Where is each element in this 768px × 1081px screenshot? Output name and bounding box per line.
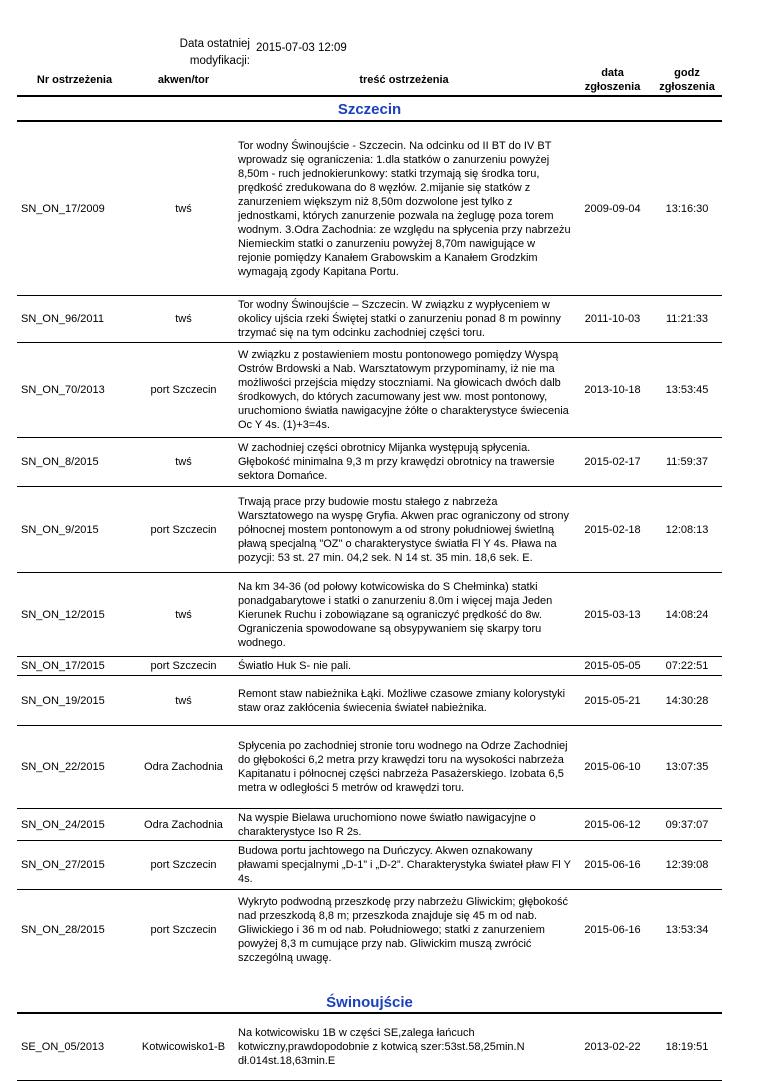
cell-data: 2013-02-22 [573, 1013, 652, 1081]
cell-godz: 09:37:07 [652, 809, 722, 841]
cell-nr: SN_ON_27/2015 [17, 841, 132, 890]
cell-tresc: Wykryto podwodną przeszkodę przy nabrzeżu Gliwickim; głębokość nad przeszkodą 8,8 m; przeszkoda znajduje się 45 m od nab. Gliwickiego i 36 m od nab. Południowego; statki z zanurzeniem powyżej 8,3 m cumujące przy nab. Gliwickim muszą zwrócić szczególną uwagę. [238, 895, 569, 964]
cell-nr: SN_ON_28/2015 [21, 923, 105, 936]
header-godz [652, 64, 722, 96]
header-godz-line1: godz [674, 66, 700, 79]
table-row [17, 438, 722, 487]
last-modified-label-line2: modyfikacji: [189, 55, 250, 67]
cell-data: 2015-06-16 [584, 923, 641, 936]
last-modified-value: 2015-07-03 12:09 [256, 42, 347, 54]
cell-godz: 14:30:28 [652, 676, 722, 726]
table-row [17, 487, 722, 573]
cell-tresc: Budowa portu jachtowego na Duńczycy. Akwen oznakowany pławami specjalnymi „D-1” i „D-2”. Charakterystyka świateł pław Fl Y 4s. [235, 841, 573, 890]
cell-akwen: twś [132, 296, 235, 343]
cell-tresc: Na km 34-36 (od połowy kotwicowiska do S Chełminka) statki ponadgabarytowe i statki o zanurzeniu 8.0m i więcej maja Jeden Kierunek Ruchu i zobowiązane są ograniczyć prędkość do 8w. Ograniczenia spowodowane są obsypywaniem się skarpy toru wodnego. [235, 573, 573, 657]
cell-godz: 14:08:24 [652, 573, 722, 657]
cell-godz: 13:53:34 [665, 923, 709, 936]
cell-nr: SN_ON_70/2013 [17, 343, 132, 438]
cell-akwen: Odra Zachodnia [132, 809, 235, 841]
cell-nr: SN_ON_17/2015 [17, 657, 132, 676]
last-modified-label-line1: Data ostatniej [179, 38, 250, 50]
cell-data: 2015-06-10 [573, 726, 652, 809]
cell-akwen: port Szczecin [132, 487, 235, 573]
cell-tresc: Na wyspie Bielawa uruchomiono nowe światło nawigacyjne o charakterystyce Iso R 2s. [235, 809, 573, 841]
cell-akwen: Odra Zachodnia [132, 726, 235, 809]
cell-akwen: port Szczecin [150, 923, 217, 936]
cell-nr: SN_ON_17/2009 [17, 121, 132, 296]
cell-data: 2015-06-16 [573, 841, 652, 890]
warnings-table [17, 64, 722, 1081]
cell-data: 2015-02-18 [573, 487, 652, 573]
cell-godz: 12:39:08 [652, 841, 722, 890]
cell-godz: 13:53:45 [652, 343, 722, 438]
cell-tresc: Tor wodny Świnoujście – Szczecin. W związku z wypłyceniem w okolicy ujścia rzeki Świętej statki o zanurzeniu ponad 8 m powinny trzymać się na tym odcinku zachodniej części toru. [235, 296, 573, 343]
cell-akwen: port Szczecin [132, 657, 235, 676]
table-row [17, 841, 722, 890]
cell-godz: 13:07:35 [652, 726, 722, 809]
cell-tresc: Na kotwicowisku 1B w części SE,zalega łańcuch kotwiczny,prawdopodobnie z kotwicą szer:53st.58,25min.N dł.014st.18,63min.E [235, 1013, 573, 1081]
spacer-cell [17, 969, 722, 991]
cell-nr: SN_ON_96/2011 [17, 296, 132, 343]
cell-nr: SN_ON_8/2015 [17, 438, 132, 487]
section-title: Świnoujście [17, 991, 722, 1013]
table-row [17, 890, 722, 970]
cell-tresc: Trwają prace przy budowie mostu stałego z nabrzeża Warsztatowego na wyspę Gryfia. Akwen prac ograniczony od strony północnej mostem pontonowym a od strony południowej świetlną pławą specjalną "OZ" o charakterystyce światła Fl Y 4s. Pława na pozycji: 53 st. 27 min. 04,2 sek. N 14 st. 35 min. 18,6 sek. E. [235, 487, 573, 573]
table-row [17, 296, 722, 343]
cell-akwen: twś [132, 573, 235, 657]
cell-nr: SN_ON_22/2015 [17, 726, 132, 809]
cell-nr: SN_ON_19/2015 [17, 676, 132, 726]
cell-nr: SN_ON_9/2015 [17, 487, 132, 573]
header-nr: Nr ostrzeżenia [17, 64, 132, 96]
table-row [17, 121, 722, 296]
header-data-line2: zgłoszenia [584, 80, 641, 93]
table-row [17, 726, 722, 809]
cell-godz: 12:08:13 [652, 487, 722, 573]
cell-godz: 18:19:51 [652, 1013, 722, 1081]
cell-godz: 11:59:37 [652, 438, 722, 487]
cell-tresc: Remont staw nabieżnika Łąki. Możliwe czasowe zmiany kolorystyki staw oraz zakłócenia świecenia świateł nabieżnika. [235, 676, 573, 726]
table-header-row [17, 64, 722, 96]
cell-data: 2015-02-17 [573, 438, 652, 487]
header-godz-line2: zgłoszenia [659, 80, 715, 93]
cell-tresc: Tor wodny Świnoujście - Szczecin. Na odcinku od II BT do IV BT wprowadz się ograniczenia: 1.dla statków o zanurzeniu powyżej 8,50m - ruch jednokierunkowy: statki trzymają się środka toru, prędkość zredukowana do 8 węzłów. 2.mijanie się statków z zanurzeniem większym niż 8,50m dozwolone jest tylko z jednostkami, których zanurzenie pozwala na żeglugę poza torem wodnym. 3.Odra Zachodnia: ze względu na spłycenia przy nabrzeżu Niemieckim statki o zanurzeniu powyżej 8,70m nawigujące w rejonie pomiędzy Kanałem Grabowskim a Kanałem Grodzkim wymagają zgody Kapitana Portu. [235, 121, 573, 296]
table-row [17, 343, 722, 438]
cell-godz: 13:16:30 [652, 121, 722, 296]
header-data-line1: data [601, 66, 624, 79]
cell-tresc: W związku z postawieniem mostu pontonowego pomiędzy Wyspą Ostrów Brdowski a Nab. Warsztatowym przypominamy, iż nie ma możliwości przejścia między stoczniami. Na głowicach dwóch dalb środkowych, do których zacumowany jest ww. most pontonowy, uruchomiono światła nawigacyjne żółte o charakterystyce świecenia Oc Y 4s. (1)+3=4s. [235, 343, 573, 438]
cell-nr: SN_ON_24/2015 [17, 809, 132, 841]
header-tresc: treść ostrzeżenia [235, 64, 573, 96]
cell-godz: 11:21:33 [652, 296, 722, 343]
cell-data: 2015-03-13 [573, 573, 652, 657]
cell-data: 2015-06-12 [573, 809, 652, 841]
table-row [17, 676, 722, 726]
cell-nr: SN_ON_12/2015 [17, 573, 132, 657]
cell-nr: SE_ON_05/2013 [17, 1013, 132, 1081]
table-row [17, 809, 722, 841]
cell-akwen: twś [132, 121, 235, 296]
cell-tresc: Światło Huk S- nie pali. [235, 657, 573, 676]
cell-akwen: twś [132, 438, 235, 487]
section-header [17, 96, 722, 121]
cell-akwen: twś [132, 676, 235, 726]
cell-tresc: W zachodniej części obrotnicy Mijanka występują spłycenia. Głębokość minimalna 9,3 m przy krawędzi obrotnicy na trawersie sektora Domańce. [235, 438, 573, 487]
section-title: Szczecin [17, 96, 722, 121]
table-row [17, 1013, 722, 1081]
cell-data: 2015-05-05 [573, 657, 652, 676]
header-akwen: akwen/tor [132, 64, 235, 96]
section-header [17, 991, 722, 1013]
table-body [17, 96, 722, 1081]
table-row [17, 573, 722, 657]
header-data [573, 64, 652, 96]
table-row [17, 657, 722, 676]
section-spacer [17, 969, 722, 991]
cell-akwen: port Szczecin [132, 841, 235, 890]
cell-data: 2009-09-04 [573, 121, 652, 296]
cell-data: 2013-10-18 [573, 343, 652, 438]
cell-data: 2011-10-03 [573, 296, 652, 343]
cell-godz: 07:22:51 [652, 657, 722, 676]
cell-tresc: Spłycenia po zachodniej stronie toru wodnego na Odrze Zachodniej do głębokości 6,2 metra przy krawędzi toru na wysokości nabrzeża Kapitanatu i północnej części nabrzeża Pasażerskiego. Izobata 6,5 metra w odległości 5 metrów od krawędzi toru. [235, 726, 573, 809]
cell-akwen: Kotwicowisko1-B [132, 1013, 235, 1081]
cell-akwen: port Szczecin [132, 343, 235, 438]
cell-data: 2015-05-21 [573, 676, 652, 726]
